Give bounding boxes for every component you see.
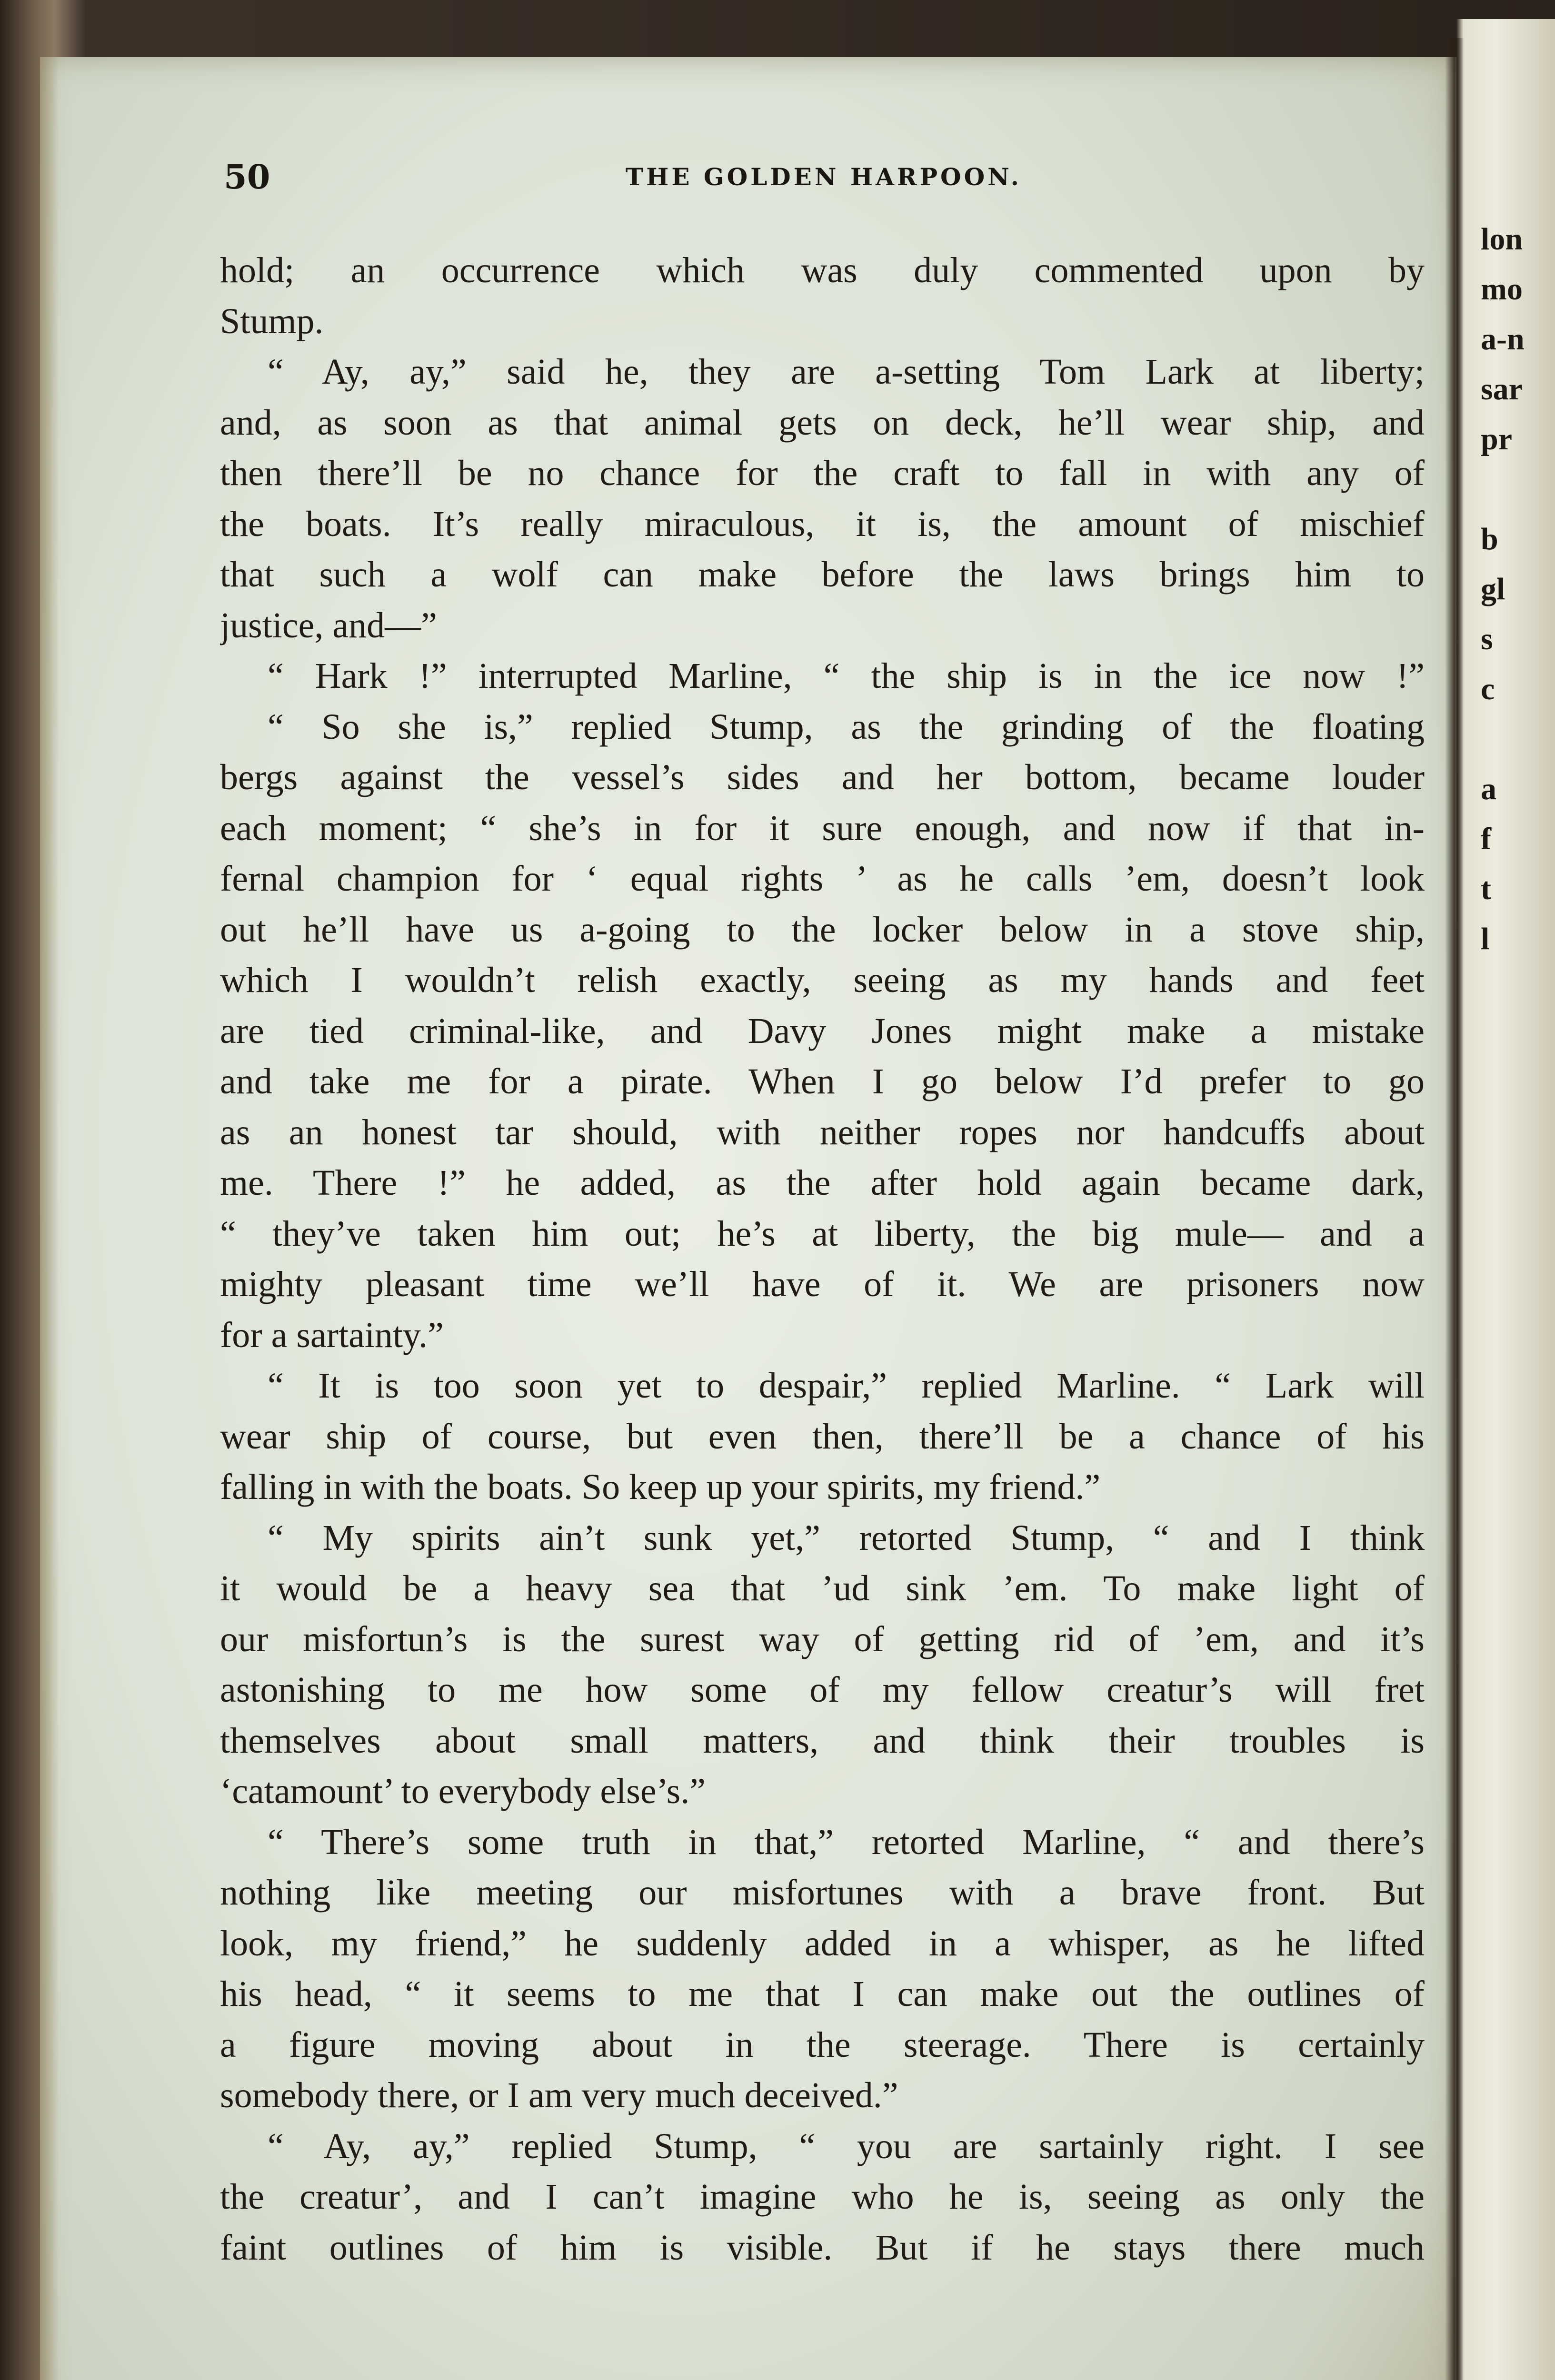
page-edge-stain xyxy=(40,57,59,2380)
book-binding-gutter xyxy=(1445,38,1464,2380)
text-line: a figure moving about in the steerage. There is certainly xyxy=(220,2024,1425,2065)
text-line: out he’ll have us a-going to the locker below in a stove ship, xyxy=(220,909,1425,950)
adjacent-page-fragment: a xyxy=(1481,772,1496,806)
text-line: the boats. It’s really miraculous, it is, the amount of mischief xyxy=(220,504,1425,544)
text-line: and take me for a pirate. When I go below I’d prefer to go xyxy=(220,1061,1425,1101)
text-line: astonishing to me how some of my fellow creatur’s will fret xyxy=(220,1670,1425,1710)
text-line: “ Ay, ay,” said he, they are a-setting Tom Lark at liberty; xyxy=(268,352,1425,392)
text-line: our misfortun’s is the surest way of getting rid of ’em, and it’s xyxy=(220,1619,1425,1659)
adjacent-page-fragment: f xyxy=(1481,822,1491,856)
text-line: Stump. xyxy=(220,301,324,341)
text-line: “ It is too soon yet to despair,” replied Marline. “ Lark will xyxy=(268,1366,1425,1406)
body-text xyxy=(220,245,1425,2273)
adjacent-page-fragment: a-n xyxy=(1481,322,1525,357)
text-line: for a sartainty.” xyxy=(220,1315,444,1355)
text-line: are tied criminal-like, and Davy Jones might make a mistake xyxy=(220,1011,1425,1051)
adjacent-page-fragment: pr xyxy=(1481,422,1512,456)
text-line: as an honest tar should, with neither ropes nor handcuffs about xyxy=(220,1112,1425,1152)
text-line: ‘catamount’ to everybody else’s.” xyxy=(220,1771,706,1811)
text-line: “ Hark !” interrupted Marline, “ the ship is in the ice now !” xyxy=(268,656,1425,696)
text-line: me. There !” he added, as the after hold again became dark, xyxy=(220,1163,1425,1203)
text-line: mighty pleasant time we’ll have of it. We are prisoners now xyxy=(220,1264,1425,1304)
text-line: that such a wolf can make before the laws brings him to xyxy=(220,555,1425,595)
adjacent-page-fragment: t xyxy=(1481,872,1491,906)
text-line: the creatur’, and I can’t imagine who he is, seeing as only the xyxy=(220,2177,1425,2217)
adjacent-page-fragment: c xyxy=(1481,672,1495,706)
text-line: themselves about small matters, and think their troubles is xyxy=(220,1720,1425,1761)
text-line: bergs against the vessel’s sides and her bottom, became louder xyxy=(220,757,1425,797)
adjacent-page-fragment: b xyxy=(1481,522,1498,556)
running-title: THE GOLDEN HARPOON. xyxy=(625,163,1022,191)
text-line: nothing like meeting our misfortunes with a brave front. But xyxy=(220,1873,1425,1913)
text-line: it would be a heavy sea that ’ud sink ’em. To make light of xyxy=(220,1568,1425,1608)
text-line: faint outlines of him is visible. But if he stays there much xyxy=(220,2227,1425,2268)
text-line: and, as soon as that animal gets on deck, he’ll wear ship, and xyxy=(220,402,1425,443)
adjacent-page-fragment: s xyxy=(1481,622,1493,656)
text-line: then there’ll be no chance for the craft to fall in with any of xyxy=(220,453,1425,493)
text-line: his head, “ it seems to me that I can make out the outlines of xyxy=(220,1974,1425,2014)
text-line: “ they’ve taken him out; he’s at liberty, the big mule— and a xyxy=(220,1213,1425,1254)
page-header xyxy=(224,157,1424,205)
text-line: look, my friend,” he suddenly added in a whisper, as he lifted xyxy=(220,1923,1425,1964)
text-line: “ Ay, ay,” replied Stump, “ you are sartainly right. I see xyxy=(268,2126,1425,2166)
text-line: justice, and—” xyxy=(220,605,437,645)
text-line: “ My spirits ain’t sunk yet,” retorted Stump, “ and I think xyxy=(268,1517,1425,1558)
text-line: which I wouldn’t relish exactly, seeing as my hands and feet xyxy=(220,960,1425,1000)
text-line: fernal champion for ‘ equal rights ’ as he calls ’em, doesn’t look xyxy=(220,859,1425,899)
text-line: each moment; “ she’s in for it sure enough, and now if that in- xyxy=(220,808,1425,848)
text-line: “ So she is,” replied Stump, as the grinding of the floating xyxy=(268,706,1425,747)
adjacent-page-fragment: lon xyxy=(1481,222,1523,257)
adjacent-page-fragment: sar xyxy=(1481,372,1523,407)
adjacent-page-fragment: mo xyxy=(1481,272,1523,307)
text-line: wear ship of course, but even then, there’ll be a chance of his xyxy=(220,1416,1425,1457)
text-line: hold; an occurrence which was duly commented upon by xyxy=(220,250,1425,290)
adjacent-page-fragment: gl xyxy=(1481,572,1505,606)
page-number: 50 xyxy=(224,157,270,197)
text-line: falling in with the boats. So keep up your spirits, my friend.” xyxy=(220,1467,1101,1507)
text-line: somebody there, or I am very much deceived.” xyxy=(220,2075,898,2115)
adjacent-page-fragment: l xyxy=(1481,922,1490,956)
text-line: “ There’s some truth in that,” retorted Marline, “ and there’s xyxy=(268,1822,1425,1862)
